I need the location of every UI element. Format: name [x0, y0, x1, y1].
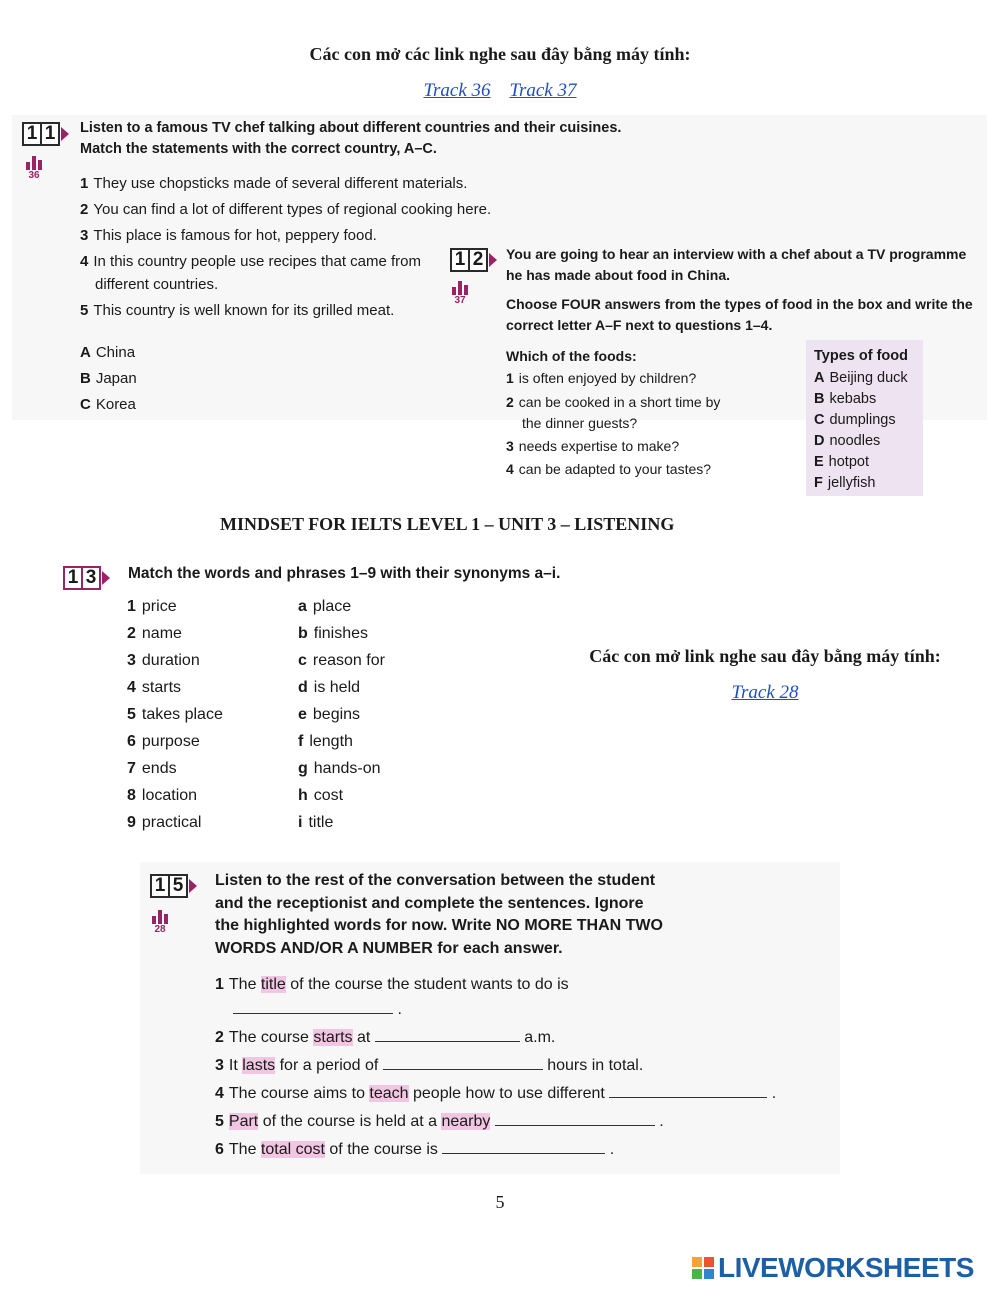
play-icon — [189, 879, 197, 893]
track-28-link-wrap — [540, 682, 990, 704]
ex11-item-3: 3 This place is famous for hot, peppery food. — [80, 227, 377, 244]
audio-icon — [448, 281, 472, 295]
unit-title: MINDSET FOR IELTS LEVEL 1 – UNIT 3 – LISTENING — [220, 514, 675, 534]
synonym-f: f length — [298, 733, 353, 750]
food-c: C dumplings — [814, 412, 896, 428]
sentence-3: 3 It lasts for a period of hours in total. — [215, 1057, 644, 1074]
play-icon — [61, 127, 69, 141]
page-number: 5 — [495, 1192, 505, 1212]
play-icon — [102, 571, 110, 585]
synonym-e: e begins — [298, 706, 361, 723]
exercise-13-badge: 1 3 — [63, 566, 110, 590]
audio-icon — [148, 910, 172, 924]
exercise-12-instructions-2: Choose FOUR answers from the types of food in the box and write the correct letter A–F next to questions 1–4. — [506, 296, 973, 333]
synonym-a: a place — [298, 598, 352, 615]
word-1: 1 price — [127, 598, 177, 615]
ex11-item-1: 1 They use chopsticks made of several different materials. — [80, 175, 468, 192]
ex11-option-c: C Korea — [80, 396, 136, 413]
ex12-question-2-cont: the dinner guests? — [522, 415, 638, 431]
track-11-label: 36 — [22, 156, 46, 181]
answer-3-blank[interactable] — [383, 1056, 543, 1070]
track-36-link[interactable]: Track 36 — [423, 80, 491, 101]
sentence-5: 5 Part of the course is held at a nearby . — [215, 1113, 664, 1130]
synonym-g: g hands-on — [298, 760, 381, 777]
ex11-item-4: 4 In this country people use recipes that came from — [80, 253, 422, 270]
sentence-2: 2 The course starts at a.m. — [215, 1029, 556, 1046]
word-6: 6 purpose — [127, 733, 200, 750]
synonym-b: b finishes — [298, 625, 369, 642]
answer-5-blank[interactable] — [495, 1112, 655, 1126]
synonym-d: d is held — [298, 679, 361, 696]
synonym-h: h cost — [298, 787, 344, 804]
food-d: D noodles — [814, 433, 881, 449]
exercise-12-badge: 1 2 — [450, 248, 497, 272]
word-7: 7 ends — [127, 760, 177, 777]
types-of-food-title: Types of food — [814, 348, 908, 364]
ex11-option-b: B Japan — [80, 370, 137, 387]
word-8: 8 location — [127, 787, 198, 804]
answer-2-blank[interactable] — [375, 1028, 520, 1042]
link-instruction-2: Các con mở link nghe sau đây bằng máy tính: — [589, 646, 941, 666]
link-instruction: Các con mở các link nghe sau đây bằng máy tính: — [309, 44, 691, 64]
food-a: A Beijing duck — [814, 370, 908, 386]
ex12-question-3: 3 needs expertise to make? — [506, 438, 680, 454]
ex12-question-head: Which of the foods: — [506, 348, 637, 364]
sentence-6: 6 The total cost of the course is . — [215, 1141, 615, 1158]
answer-1-blank[interactable] — [233, 1000, 393, 1014]
word-2: 2 name — [127, 625, 182, 642]
track-28-link[interactable]: Track 28 — [731, 682, 799, 703]
play-icon — [489, 253, 497, 267]
word-9: 9 practical — [127, 814, 202, 831]
track-12-label: 37 — [448, 281, 472, 306]
audio-icon — [22, 156, 46, 170]
logo-grid-icon — [692, 1257, 714, 1279]
sentence-4: 4 The course aims to teach people how to use different . — [215, 1085, 777, 1102]
word-4: 4 starts — [127, 679, 182, 696]
exercise-12-instructions-1: You are going to hear an interview with a chef about a TV programme he has made about food in China. — [506, 246, 967, 283]
exercise-11-instructions: Listen to a famous TV chef talking about different countries and their cuisines. Match the statements with the correct country, A–C. — [80, 120, 622, 157]
ex11-option-a: A China — [80, 344, 136, 361]
track-15-label: 28 — [148, 910, 172, 935]
ex11-item-5: 5 This country is well known for its grilled meat. — [80, 302, 395, 319]
exercise-13-instruction: Match the words and phrases 1–9 with their synonyms a–i. — [128, 565, 561, 582]
liveworksheets-logo: LIVEWORKSHEETS — [692, 1252, 974, 1284]
exercise-15-badge: 1 5 — [150, 874, 197, 898]
ex11-item-4-cont: different countries. — [95, 276, 219, 293]
ex12-question-1: 1 is often enjoyed by children? — [506, 370, 697, 386]
word-5: 5 takes place — [127, 706, 223, 723]
food-b: B kebabs — [814, 391, 877, 407]
ex11-item-2: 2 You can find a lot of different types of regional cooking here. — [80, 201, 492, 218]
exercise-15-instructions: Listen to the rest of the conversation between the student and the receptionist and complete the sentences. Ignore the highlighted words for now. Write NO MORE THAN TWO WORDS AND/OR A NUMBER for each answer. — [215, 872, 663, 957]
exercise-11-badge: 1 1 — [22, 122, 69, 146]
food-f: F jellyfish — [814, 475, 876, 491]
sentence-1-blank: . — [233, 1000, 402, 1019]
sentence-1: 1 The title of the course the student wants to do is — [215, 976, 569, 993]
ex12-question-4: 4 can be adapted to your tastes? — [506, 461, 712, 477]
track-links — [0, 80, 1000, 102]
word-3: 3 duration — [127, 652, 200, 669]
food-e: E hotpot — [814, 454, 869, 470]
answer-4-blank[interactable] — [609, 1084, 767, 1098]
ex12-question-2: 2 can be cooked in a short time by — [506, 394, 721, 410]
track-37-link[interactable]: Track 37 — [509, 80, 577, 101]
synonym-i: i title — [298, 814, 334, 831]
synonym-c: c reason for — [298, 652, 385, 669]
answer-6-blank[interactable] — [442, 1140, 605, 1154]
